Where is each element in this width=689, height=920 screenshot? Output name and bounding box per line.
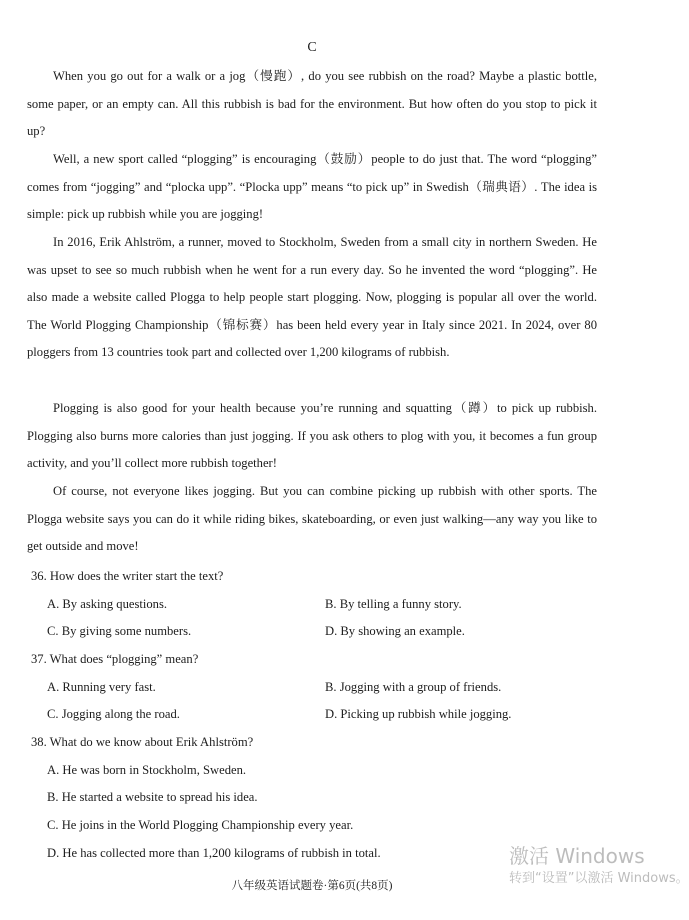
q38-option-d: D. He has collected more than 1,200 kilograms of rubbish in total. [47, 846, 381, 860]
q36-option-a: A. By asking questions. [47, 597, 167, 611]
section-heading: C [307, 40, 317, 55]
q37-option-b: B. Jogging with a group of friends. [325, 680, 502, 694]
passage-paragraph-5: Of course, not everyone likes jogging. But you can combine picking up rubbish with other sports. The Plogga website says you can do it while riding bikes, skateboarding, or even just walking—any way you like to get outside and move! [27, 484, 597, 554]
passage-paragraph-4: Plogging is also good for your health because you’re running and squatting（蹲）to pick up rubbish. Plogging also burns more calories than just jogging. If you ask others to plog with you, it becomes a fun group activity, and you’ll collect more rubbish together! [27, 401, 597, 471]
q36-option-c: C. By giving some numbers. [47, 624, 192, 638]
passage-paragraph-2: Well, a new sport called “plogging” is encouraging（鼓励）people to do just that. The word “plogging” comes from “jogging” and “plocka upp”. “Plocka upp” means “to pick up” in Swedish（瑞典语）. The idea is simple: pick up rubbish while you are jogging! [27, 152, 597, 222]
page-footer: 八年级英语试题卷·第6页(共8页) [231, 880, 393, 892]
q36-option-b: B. By telling a funny story. [325, 597, 462, 611]
q37-option-d: D. Picking up rubbish while jogging. [325, 707, 512, 721]
passage-paragraph-1: When you go out for a walk or a jog（慢跑）, do you see rubbish on the road? Maybe a plastic bottle, some paper, or an empty can. All this rubbish is bad for the environment. But how often do you stop to pick it up? [27, 69, 597, 139]
q37-option-c: C. Jogging along the road. [47, 707, 180, 721]
question-36: 36. How does the writer start the text? [31, 569, 224, 583]
question-37: 37. What does “plogging” mean? [31, 652, 199, 666]
q38-option-a: A. He was born in Stockholm, Sweden. [47, 763, 247, 777]
passage-paragraph-3: In 2016, Erik Ahlström, a runner, moved to Stockholm, Sweden from a small city in northern Sweden. He was upset to see so much rubbish when he went for a run every day. So he invented the word “plogging”. He also made a website called Plogga to help people start plogging. Now, plogging is popular all over the world. The World Plogging Championship（锦标赛）has been held every year in Italy since 2021. In 2024, over 80 ploggers from 13 countries took part and collected over 1,200 kilograms of rubbish. [27, 235, 597, 360]
q36-option-d: D. By showing an example. [325, 624, 465, 638]
q37-option-a: A. Running very fast. [47, 680, 156, 694]
q38-option-c: C. He joins in the World Plogging Championship every year. [47, 818, 354, 832]
question-38: 38. What do we know about Erik Ahlström? [31, 735, 254, 749]
q38-option-b: B. He started a website to spread his idea. [47, 790, 258, 804]
activate-windows-subtitle: 转到“设置”以激活 Windows。 [509, 871, 689, 886]
activate-windows-title: 激活 Windows [509, 844, 645, 868]
